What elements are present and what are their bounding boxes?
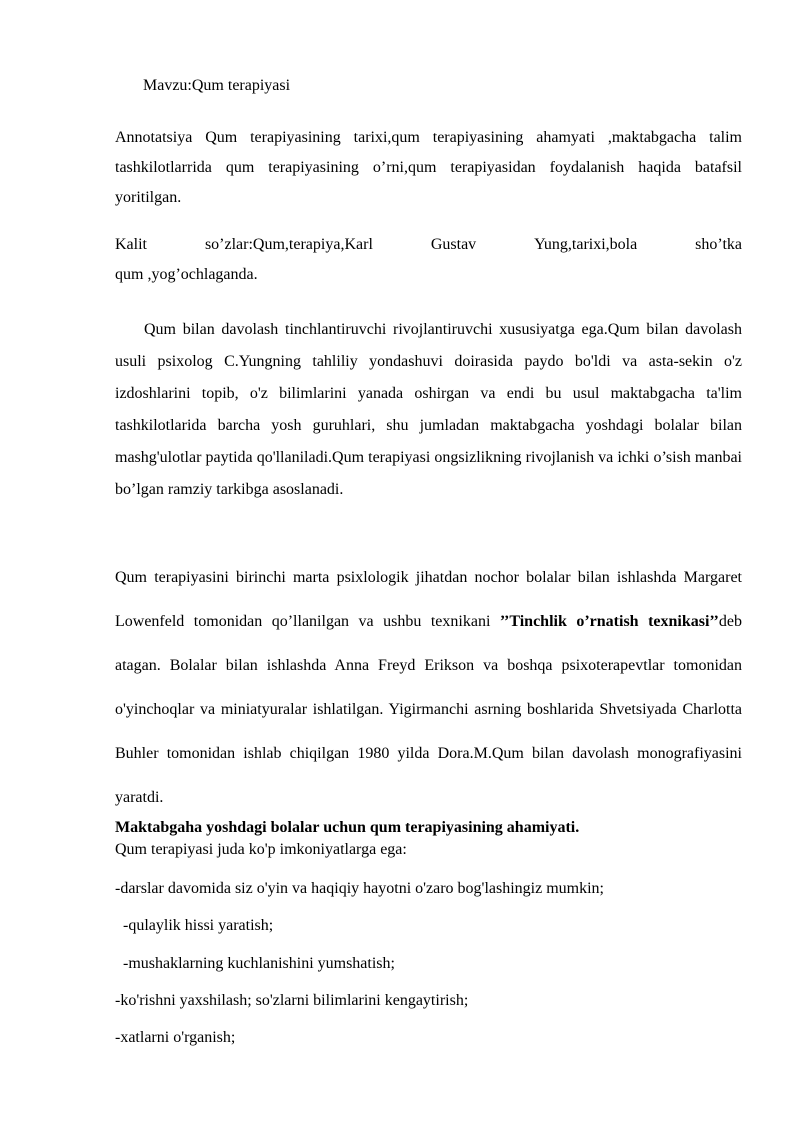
keyword-word: Yung,tarixi,bola (534, 236, 638, 253)
list-item: -darslar davomida siz o'yin va haqiqiy hayotni o'zaro bog'lashingiz mumkin; (115, 880, 604, 897)
paragraph-2-bold-term: ’’Tinchlik o’rnatish texnikasi’’ (499, 613, 719, 630)
body-paragraph-2 (115, 556, 742, 820)
keyword-word: sho’tka (695, 236, 742, 253)
paragraph-2-text: Qum terapiyasini birinchi marta psixlologik jihatdan nochor bolalar bilan ishlashda Margaret Lowenfeld tomonidan qo’llanilgan va ushbu texnikani (115, 569, 742, 630)
keywords-line-2: qum ,yog’ochlaganda. (115, 266, 258, 283)
annotation-paragraph: Annotatsiya Qum terapiyasining tarixi,qum terapiyasining ahamyati ,maktabgacha talim tashkilotlarrida qum terapiyasining o’rni,qum terapiyasidan foydalanish haqida batafsil yoritilgan. (115, 129, 742, 206)
list-item: -xatlarni o'rganish; (115, 1029, 236, 1046)
section-heading: Maktabgaha yoshdagi bolalar uchun qum terapiyasining ahamiyati. (115, 819, 580, 836)
keyword-word: so’zlar:Qum,terapiya,Karl (204, 236, 373, 253)
list-item: -ko'rishni yaxshilash; so'zlarni bilimlarini kengaytirish; (115, 992, 469, 1009)
keyword-word: Kalit (115, 236, 147, 253)
list-item: -mushaklarning kuchlanishini yumshatish; (115, 955, 395, 972)
paragraph-2-text-continued: deb atagan. Bolalar bilan ishlashda Anna Freyd Erikson va boshqa psixoterapevtlar tomonidan o'yinchoqlar va miniatyuralar ishlatilgan. Yigirmanchi asrning boshlarida Shvetsiyada Charlotta Buhler tomonidan ishlab chiqilgan 1980 yilda Dora.M.Qum bilan davolash monografiyasini yaratdi. (115, 613, 742, 806)
body-paragraph-1: Qum bilan davolash tinchlantiruvchi rivojlantiruvchi xususiyatga ega.Qum bilan davolash usuli psixolog C.Yungning tahliliy yondashuvi doirasida paydo bo'ldi va asta-sekin o'z izdoshlarini topib, o'z bilimlarini yanada oshirgan va endi bu usul maktabgacha ta'lim tashkilotlarida barcha yosh guruhlari, shu jumladan maktabgacha yoshdagi bolalar bilan mashg'ulotlar paytida qo'llaniladi.Qum terapiyasi ongsizlikning rivojlanish va ichki o’sish manbai bo’lgan ramziy tarkibga asoslanadi. (115, 321, 742, 498)
keywords-line-1 (115, 236, 742, 254)
section-intro: Qum terapiyasi juda ko'p imkoniyatlarga ega: (115, 841, 407, 858)
list-item: -qulaylik hissi yaratish; (115, 917, 274, 934)
keyword-word: Gustav (430, 236, 477, 253)
document-title: Mavzu:Qum terapiyasi (143, 77, 291, 94)
